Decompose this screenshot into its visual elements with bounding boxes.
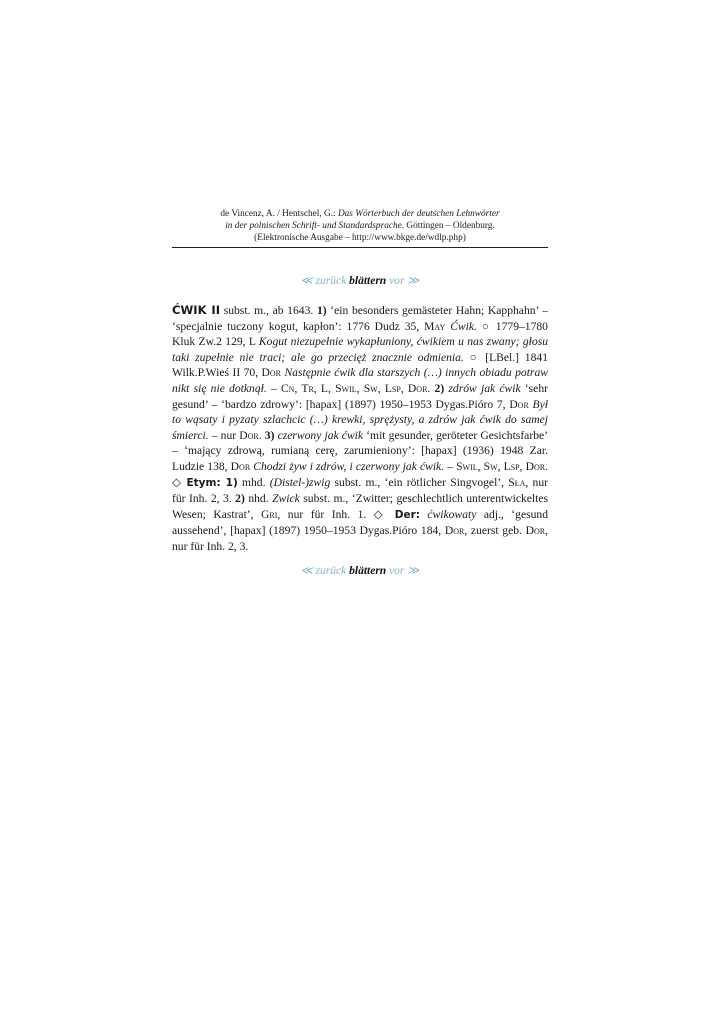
dictionary-entry: ĆWIK II subst. m., ab 1643. 1) ‘ein besonders gemästeter Hahn; Kapphahn’ – ‘specjalnie tuczony kogut, kapłon’: 1776 Dudz 35, May Ćwik. ○ 1779–1780 Kluk Zw.2 129, L Kogut niezupełnie wykapłuniony, ćwikiem u nas zwany; głosu taki zupełnie nie traci; ale go przecięż znacznie odmienia. ○ [LBel.] 1841 Wilk.P.Wieś II 70, Dor Następnie ćwik dla starszych (…) innych obiadu potraw nikt się nie dotknął. – Cn, Tr, L, Swil, Sw, Lsp, Dor. 2) zdrów jak ćwik ‘sehr gesund’ – ‘bardzo zdrowy’: [hapax] (1897) 1950–1953 Dygas.Pióro 7, Dor Był to wąsaty i pyzaty szlachcic (…) krewki, sprężysty, a zdrów jak ćwik do samej śmierci. – nur Dor. 3) czerwony jak ćwik ‘mit gesunder, geröteter Gesichtsfarbe’ – ‘mający zdrową, rumianą cerę, zarumieniony’: [hapax] (1936) 1948 Zar. Ludzie 138, Dor Chodzi żyw i zdrów, i czerwony jak ćwik. – Swil, Sw, Lsp, Dor. ◇ Etym: 1) mhd. (Distel-)zwig subst. m., ‘ein rötlicher Singvogel’, Sła, nur für Inh. 2, 3. 2) nhd. Zwick subst. m., ‘Zwitter; geschlechtlich unterentwickeltes Wesen; Kastrat’, Gri, nur für Inh. 1. ◇ Der: ćwikowaty adj., ‘gesund aussehend’, [hapax] (1897) 1950–1953 Dygas.Pióro 184, Dor, zuerst geb. Dor, nur für Inh. 2, 3. (172, 303, 549, 553)
forward-link[interactable]: vor ≫ (389, 275, 420, 287)
browse-label: blättern (349, 565, 387, 577)
header-rule (172, 247, 548, 248)
back-link[interactable]: ≪ zurück (300, 565, 347, 577)
back-link[interactable]: ≪ zurück (300, 275, 347, 287)
citation-line-3: (Elektronische Ausgabe – http://www.bkge.de/wdlp.php) (254, 233, 466, 243)
page-navigation-bottom (172, 563, 548, 577)
citation-line-2: in der polnischen Schrift- und Standardsprache. Göttingen – Oldenburg. (225, 221, 495, 231)
headword: ĆWIK II (172, 303, 221, 317)
page-navigation-top (172, 273, 548, 287)
forward-link[interactable]: vor ≫ (389, 565, 420, 577)
browse-label: blättern (349, 275, 387, 287)
citation-line-1: de Vincenz, A. / Hentschel, G.: Das Wörterbuch der deutschen Lehnwörter (220, 209, 500, 219)
citation-header (172, 208, 548, 248)
